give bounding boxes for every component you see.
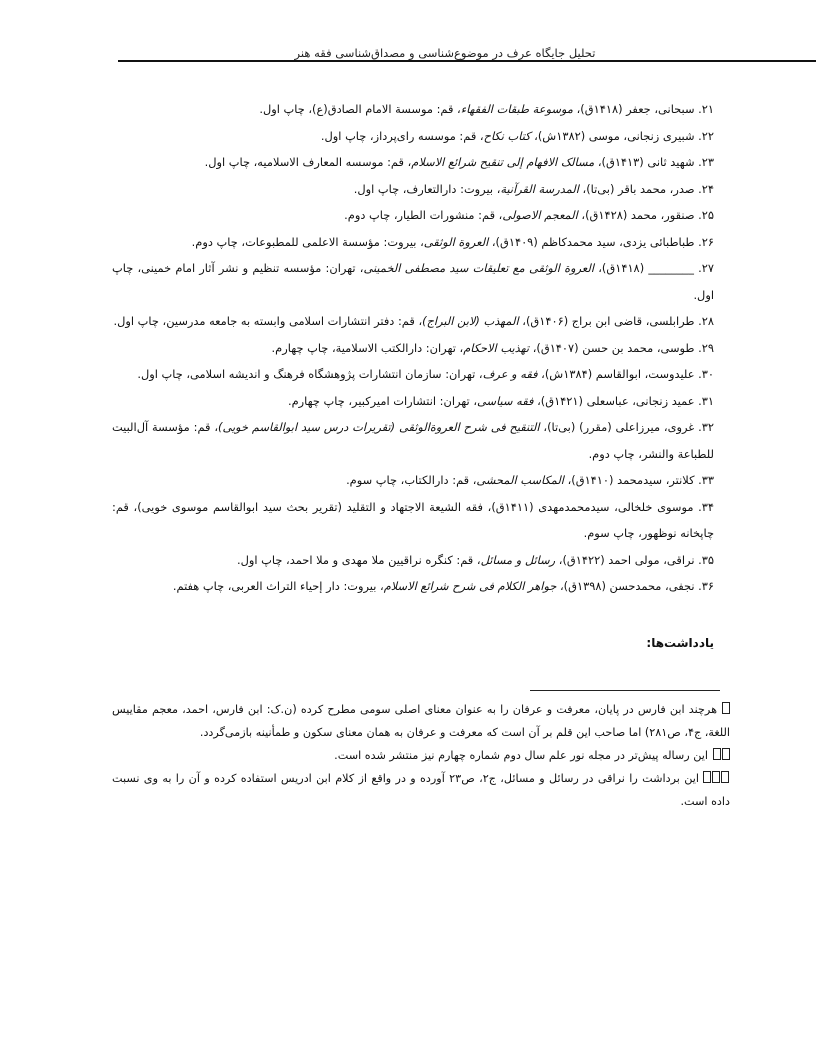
reference-author: نجفی، محمدحسن (۱۳۹۸ق)، — [556, 579, 695, 593]
footnote-list — [112, 698, 730, 813]
reference-publisher: ، تهران: انتشارات امیرکبیر، چاپ چهارم. — [287, 393, 478, 408]
reference-title: المکاسب المحشی — [476, 473, 564, 487]
footnote-text: این رساله پیش‌تر در مجله نور علم سال دوم شماره چهارم نیز منتشر شده است. — [334, 749, 708, 762]
reference-publisher: ، قم: منشورات الطیار، چاپ دوم. — [344, 208, 503, 222]
reference-publisher: ، قم: موسسه رای‌پرداز، چاپ اول. — [320, 128, 484, 143]
reference-title: جواهر الکلام فی شرح شرائع الاسلام — [383, 579, 557, 593]
footnote — [112, 767, 730, 813]
reference-number: ۳۲. — [698, 420, 714, 434]
reference-number: ۲۴. — [698, 181, 714, 196]
reference-author: عمید زنجانی، عباسعلی (۱۴۲۱ق)، — [533, 393, 695, 408]
reference-publisher: ، قم: دارالکتاب، چاپ سوم. — [346, 473, 477, 487]
reference-author: شبیری زنجانی، موسی (۱۳۸۲ش)، — [530, 128, 695, 143]
reference-number: ۲۲. — [698, 128, 714, 143]
reference-publisher: ، قم: کنگره نراقیین ملا مهدی و ملا احمد، چاپ اول. — [237, 552, 481, 567]
reference-author: کلانتر، سیدمحمد (۱۴۱۰ق)، — [563, 473, 695, 487]
reference-number: ۲۹. — [698, 340, 714, 355]
reference-publisher: ، قم: موسسه المعارف الاسلامیه، چاپ اول. — [204, 155, 412, 169]
reference-publisher: ، قم: مؤسسة آل‌البیت للطباعة والنشر، چاپ دوم. — [112, 420, 714, 461]
reference-title: المهذب (لابن البراج) — [422, 314, 519, 328]
reference-entry — [112, 149, 714, 176]
reference-number: ۳۰. — [698, 367, 714, 381]
reference-author: طرابلسی، قاضی ابن براج (۱۴۰۶ق)، — [518, 314, 695, 328]
reference-entry — [112, 573, 714, 600]
reference-title: فقه و عرف — [482, 367, 538, 381]
reference-entry — [112, 176, 714, 203]
footnote-marker-icon — [712, 744, 730, 767]
reference-author: صدر، محمد باقر (بی‌تا)، — [578, 181, 695, 196]
reference-title: فقه سیاسی — [477, 393, 534, 408]
footnote-separator — [530, 690, 720, 691]
reference-entry — [112, 255, 714, 308]
reference-publisher: ، بیروت: مؤسسة الاعلمی للمطبوعات، چاپ دوم. — [191, 234, 424, 249]
footnote — [112, 698, 730, 744]
running-header: تحلیل جایگاه عرف در موضوع‌شناسی و مصداق‌شناسی فقه هنر — [294, 46, 596, 60]
reference-author: ________ (۱۴۱۸ق)، — [594, 261, 694, 275]
reference-number: ۲۱. — [698, 102, 714, 116]
reference-entry — [112, 335, 714, 362]
reference-number: ۳۵. — [698, 552, 714, 567]
reference-title: مسالک الافهام إلی تنقیح شرائع الاسلام — [411, 155, 595, 169]
reference-list — [112, 96, 714, 600]
reference-number: ۳۳. — [698, 473, 714, 487]
reference-title: المعجم الاصولی — [502, 208, 578, 222]
footnote-text: هرچند ابن فارس در پایان، معرفت و عرفان را به عنوان معنای اصلی سومی مطرح کرده (ن.ک: ابن فارس، احمد، معجم مقاییس اللغة، ج۴، ص۲۸۱) اما صاحب این قلم بر آن است که معرفت و عرفان به همان معنای سکون و طمأنینه بازمی‌گردد. — [112, 703, 730, 739]
reference-entry — [112, 494, 714, 547]
reference-publisher: ، بیروت: دار إحیاء التراث العربی، چاپ هفتم. — [172, 579, 384, 593]
reference-author: صنقور، محمد (۱۴۲۸ق)، — [577, 208, 695, 222]
reference-title: التنقیح فی شرح العروةالوثقی (تقریرات درس سید ابوالقاسم خویی) — [218, 420, 540, 434]
header-rule — [118, 60, 816, 62]
reference-title: رسائل و مسائل — [480, 552, 556, 567]
reference-author: علیدوست، ابوالقاسم (۱۳۸۴ش)، — [537, 367, 695, 381]
reference-author: طوسی، محمد بن حسن (۱۴۰۷ق)، — [529, 340, 695, 355]
reference-entry — [112, 202, 714, 229]
reference-entry — [112, 467, 714, 494]
reference-author: غروی، میرزاعلی (مقرر) (بی‌تا)، — [539, 420, 695, 434]
reference-number: ۲۳. — [698, 155, 714, 169]
reference-publisher: ، بیروت: دارالتعارف، چاپ اول. — [353, 181, 501, 196]
reference-entry — [112, 388, 714, 415]
reference-publisher: ، تهران: سازمان انتشارات پژوهشگاه فرهنگ و اندیشه اسلامی، چاپ اول. — [137, 367, 483, 381]
footnote-marker-icon — [721, 698, 730, 721]
reference-publisher: ، قم: دفتر انتشارات اسلامی وابسته به جامعه مدرسین، چاپ اول. — [113, 314, 423, 328]
reference-number: ۲۷. — [698, 261, 714, 275]
reference-number: ۳۴. — [698, 499, 715, 514]
footnote-marker-icon — [703, 767, 730, 790]
reference-title: کتاب نکاح — [483, 128, 531, 143]
reference-number: ۳۱. — [698, 393, 714, 408]
reference-entry — [112, 96, 714, 123]
reference-entry — [112, 414, 714, 467]
reference-author: سبحانی، جعفر (۱۴۱۸ق)، — [573, 102, 695, 116]
reference-entry — [112, 229, 714, 256]
reference-title: العروة الوثقی — [423, 234, 489, 249]
reference-entry — [112, 361, 714, 388]
reference-author: طباطبائی یزدی، سید محمدکاظم (۱۴۰۹ق)، — [488, 234, 695, 249]
reference-author: موسوی خلخالی، سیدمحمدمهدی (۱۴۱۱ق)، فقه الشیعة الاجتهاد و التقلید (تقریر بحث سید ابوالقاسم موسوی خویی)، قم: چاپخانه نوظهور، چاپ سوم. — [112, 499, 714, 540]
reference-title: موسوعة طبقات الفقهاء — [460, 102, 573, 116]
reference-number: ۳۶. — [698, 579, 714, 593]
reference-publisher: ، تهران: دارالکتب الاسلامیة، چاپ چهارم. — [271, 340, 464, 355]
footnote-text: این برداشت را نراقی در رسائل و مسائل، ج۲، ص۲۳ آورده و در واقع از کلام ابن ادریس استفاده کرده و آن را به وی نسبت داده است. — [112, 772, 730, 808]
reference-title: تهذیب الاحکام — [463, 340, 530, 355]
notes-heading: یادداشت‌ها: — [646, 636, 714, 650]
reference-number: ۲۶. — [698, 234, 714, 249]
reference-author: نراقی، مولی احمد (۱۴۲۲ق)، — [555, 552, 695, 567]
reference-publisher: ، تهران: مؤسسه تنظیم و نشر آثار امام خمینی، چاپ اول. — [112, 261, 714, 302]
reference-entry — [112, 308, 714, 335]
reference-entry — [112, 547, 714, 574]
reference-number: ۲۸. — [698, 314, 714, 328]
footnote — [112, 744, 730, 767]
reference-number: ۲۵. — [698, 208, 714, 222]
reference-publisher: ، قم: موسسة الامام الصادق(ع)، چاپ اول. — [259, 102, 461, 116]
reference-title: المدرسة القرآنیة — [500, 181, 579, 196]
reference-author: شهید ثانی (۱۴۱۳ق)، — [594, 155, 695, 169]
reference-title: العروة الوثقی مع تعلیقات سید مصطفی الخمینی — [363, 261, 595, 275]
reference-entry — [112, 123, 714, 150]
